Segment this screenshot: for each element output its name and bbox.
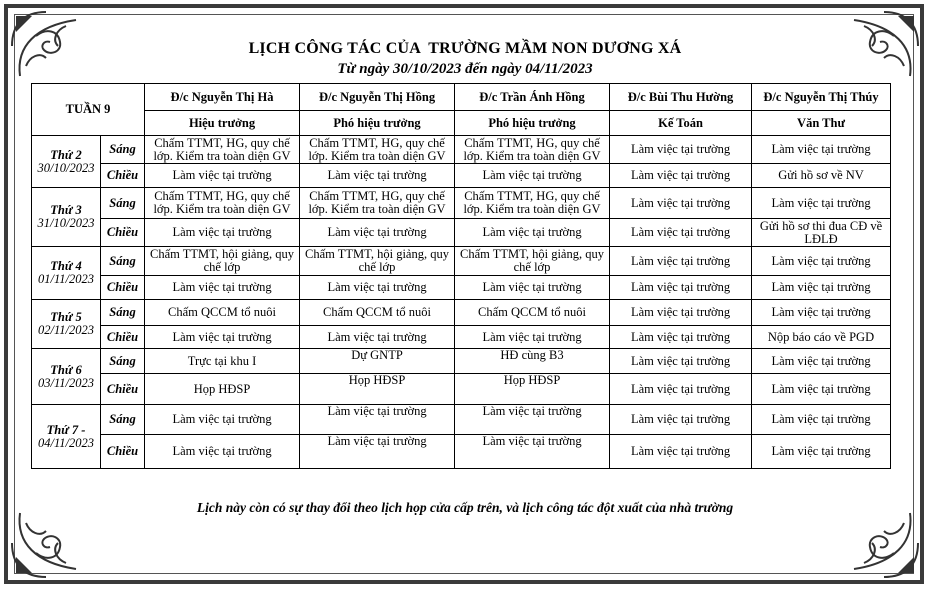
schedule-cell: Làm việc tại trường [455, 219, 610, 247]
day-cell [32, 349, 101, 405]
schedule-cell: Chấm TTMT, HG, quy chế lớp. Kiểm tra toàn diện GV [145, 136, 300, 164]
schedule-cell: Làm việc tại trường [752, 349, 891, 374]
schedule-cell: Chấm QCCM tổ nuôi [455, 300, 610, 326]
schedule-cell: Làm việc tại trường [145, 219, 300, 247]
schedule-cell: Nộp báo cáo về PGD [752, 326, 891, 349]
schedule-cell: Làm việc tại trường [610, 349, 752, 374]
table-row [32, 374, 891, 405]
table-row [32, 405, 891, 435]
week-label: TUẦN 9 [32, 84, 145, 136]
schedule-table [31, 83, 891, 469]
day-name: Thứ 3 [50, 203, 82, 217]
staff-role: Kế Toán [610, 111, 752, 136]
session-morning: Sáng [101, 300, 145, 326]
schedule-cell: Làm việc tại trường [300, 219, 455, 247]
schedule-cell: Làm việc tại trường [610, 405, 752, 435]
day-name: Thứ 6 [50, 362, 82, 377]
schedule-cell: Họp HĐSP [300, 374, 455, 405]
table-row [32, 300, 891, 326]
table-row [32, 136, 891, 164]
schedule-cell: Chấm QCCM tổ nuôi [300, 300, 455, 326]
schedule-cell: Làm việc tại trường [455, 435, 610, 469]
day-name: Thứ 5 [50, 310, 82, 324]
schedule-cell: Làm việc tại trường [752, 247, 891, 276]
schedule-cell: Làm việc tại trường [610, 247, 752, 276]
session-morning: Sáng [101, 188, 145, 219]
schedule-cell: Chấm TTMT, hội giảng, quy chế lớp [455, 247, 610, 276]
schedule-cell: Chấm TTMT, hội giảng, quy chế lớp [145, 247, 300, 276]
schedule-cell: Làm việc tại trường [610, 374, 752, 405]
schedule-cell: Làm việc tại trường [610, 164, 752, 188]
schedule-cell: Làm việc tại trường [455, 164, 610, 188]
session-morning: Sáng [101, 136, 145, 164]
schedule-cell: HĐ cùng B3 [455, 349, 610, 374]
schedule-cell: Chấm TTMT, HG, quy chế lớp. Kiểm tra toàn diện GV [145, 188, 300, 219]
staff-name: Đ/c Nguyễn Thị Hồng [300, 84, 455, 111]
session-afternoon: Chiều [101, 164, 145, 188]
schedule-cell: Làm việc tại trường [752, 435, 891, 469]
schedule-cell: Làm việc tại trường [300, 405, 455, 435]
day-cell [32, 247, 101, 300]
schedule-cell: Làm việc tại trường [300, 326, 455, 349]
schedule-cell: Làm việc tại trường [145, 435, 300, 469]
day-cell [32, 136, 101, 188]
schedule-cell: Họp HĐSP [455, 374, 610, 405]
schedule-cell: Chấm TTMT, HG, quy chế lớp. Kiểm tra toàn diện GV [455, 188, 610, 219]
schedule-cell: Làm việc tại trường [752, 300, 891, 326]
schedule-cell: Làm việc tại trường [610, 276, 752, 300]
schedule-cell: Gửi hồ sơ thi đua CĐ về LĐLĐ [752, 219, 891, 247]
schedule-cell: Làm việc tại trường [752, 405, 891, 435]
schedule-cell: Làm việc tại trường [300, 164, 455, 188]
schedule-cell: Chấm QCCM tổ nuôi [145, 300, 300, 326]
table-row [32, 435, 891, 469]
schedule-cell: Trực tại khu I [145, 349, 300, 374]
day-name: Thứ 7 - [46, 422, 86, 437]
session-morning: Sáng [101, 247, 145, 276]
schedule-cell: Làm việc tại trường [455, 276, 610, 300]
footer-note: Lịch này còn có sự thay đổi theo lịch họp cửa cấp trên, và lịch công tác đột xuất của nhà trường [196, 500, 734, 515]
schedule-cell: Làm việc tại trường [752, 188, 891, 219]
schedule-cell: Chấm TTMT, HG, quy chế lớp. Kiểm tra toàn diện GV [300, 136, 455, 164]
schedule-cell: Họp HĐSP [145, 374, 300, 405]
table-row [32, 219, 891, 247]
day-date: 30/10/2023 [37, 160, 95, 175]
staff-role: Văn Thư [752, 111, 891, 136]
table-row [32, 326, 891, 349]
schedule-cell: Làm việc tại trường [610, 300, 752, 326]
table-row [32, 349, 891, 374]
schedule-cell: Làm việc tại trường [300, 276, 455, 300]
schedule-cell: Dự GNTP [300, 349, 455, 374]
session-afternoon: Chiều [101, 435, 145, 469]
page-title: LỊCH CÔNG TÁC CỦA TRƯỜNG MẦM NON DƯƠNG XÁ [248, 40, 682, 57]
session-afternoon: Chiều [101, 276, 145, 300]
day-date: 04/11/2023 [37, 435, 95, 450]
schedule-cell: Làm việc tại trường [610, 326, 752, 349]
table-row [32, 188, 891, 219]
day-date: 01/11/2023 [37, 272, 95, 286]
session-afternoon: Chiều [101, 326, 145, 349]
schedule-cell: Gửi hồ sơ về NV [752, 164, 891, 188]
day-cell [32, 405, 101, 469]
schedule-cell: Làm việc tại trường [752, 374, 891, 405]
staff-role: Phó hiệu trưởng [300, 111, 455, 136]
day-name: Thứ 2 [50, 147, 82, 162]
header-role-row [32, 111, 891, 136]
day-cell [32, 188, 101, 247]
session-afternoon: Chiều [101, 219, 145, 247]
schedule-cell: Làm việc tại trường [145, 405, 300, 435]
day-cell [32, 300, 101, 349]
staff-role: Phó hiệu trưởng [455, 111, 610, 136]
schedule-cell: Làm việc tại trường [610, 136, 752, 164]
schedule-cell: Làm việc tại trường [610, 188, 752, 219]
schedule-cell: Làm việc tại trường [145, 164, 300, 188]
schedule-cell: Làm việc tại trường [610, 219, 752, 247]
schedule-cell: Làm việc tại trường [752, 276, 891, 300]
day-date: 31/10/2023 [37, 216, 95, 230]
schedule-cell: Làm việc tại trường [145, 326, 300, 349]
staff-role: Hiệu trưởng [145, 111, 300, 136]
header-name-row [32, 84, 891, 111]
schedule-cell: Làm việc tại trường [455, 326, 610, 349]
schedule-cell: Làm việc tại trường [145, 276, 300, 300]
schedule-cell: Chấm TTMT, HG, quy chế lớp. Kiểm tra toàn diện GV [300, 188, 455, 219]
session-afternoon: Chiều [101, 374, 145, 405]
staff-name: Đ/c Nguyễn Thị Thúy [752, 84, 891, 111]
schedule-cell: Làm việc tại trường [300, 435, 455, 469]
schedule-cell: Làm việc tại trường [610, 435, 752, 469]
staff-name: Đ/c Trần Ánh Hồng [455, 84, 610, 111]
staff-name: Đ/c Bùi Thu Hường [610, 84, 752, 111]
session-morning: Sáng [101, 349, 145, 374]
schedule-cell: Làm việc tại trường [752, 136, 891, 164]
staff-name: Đ/c Nguyễn Thị Hà [145, 84, 300, 111]
day-date: 03/11/2023 [37, 375, 95, 390]
day-name: Thứ 4 [50, 259, 82, 273]
day-date: 02/11/2023 [37, 323, 95, 337]
schedule-cell: Chấm TTMT, HG, quy chế lớp. Kiểm tra toàn diện GV [455, 136, 610, 164]
date-range-subtitle: Từ ngày 30/10/2023 đến ngày 04/11/2023 [337, 61, 593, 77]
schedule-cell: Chấm TTMT, hội giảng, quy chế lớp [300, 247, 455, 276]
session-morning: Sáng [101, 405, 145, 435]
schedule-cell: Làm việc tại trường [455, 405, 610, 435]
table-row [32, 276, 891, 300]
table-row [32, 247, 891, 276]
table-row [32, 164, 891, 188]
